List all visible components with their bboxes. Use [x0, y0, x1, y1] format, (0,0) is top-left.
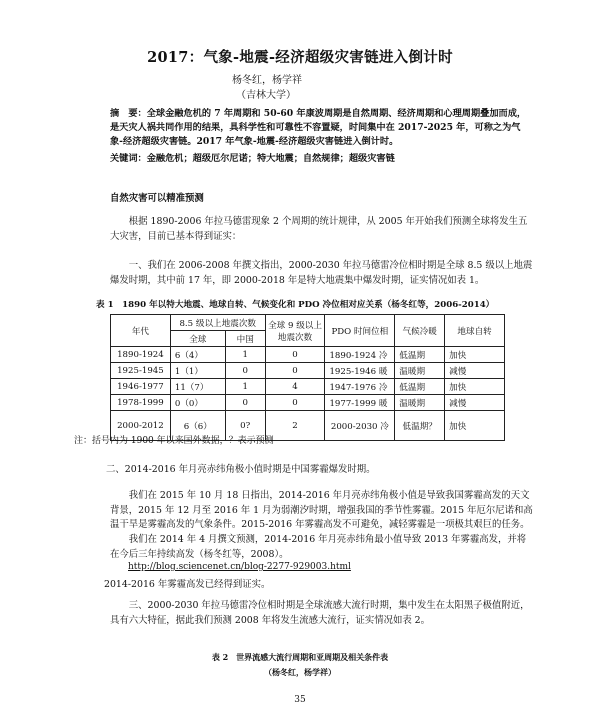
cell-global: 6（4）	[170, 347, 225, 363]
cell-climate: 低温期	[395, 347, 445, 363]
cell-pdo: 1977-1999 暖	[325, 395, 395, 411]
cell-rotation: 加快	[445, 411, 505, 441]
cell-rotation: 加快	[445, 347, 505, 363]
cell-quake9: 4	[265, 379, 325, 395]
header-rotation: 地球自转	[445, 315, 505, 347]
cell-rotation: 减慢	[445, 395, 505, 411]
abstract: 摘 要：全球金融危机的 7 年周期和 50-60 年康波周期是自然周期、经济周期和心理周期叠加而成，是天灾人祸共同作用的结果，具科学性和可靠性不容置疑，时间集中在 2017-2025 年，可称之为气象-经济超级灾害链。2017 年气象-地震-经济超级灾害链进入倒计时。	[110, 108, 527, 147]
cell-quake9: 2	[265, 411, 325, 441]
cell-rotation: 减慢	[445, 363, 505, 379]
cell-quake9: 0	[265, 395, 325, 411]
paragraph-earthquake: 一、我们在 2006-2008 年撰文指出，2000-2030 年拉马德雷冷位相时期是全球 8.5 级以上地震爆发时期，其中前 17 年，即 2000-2018 年是特大地震集中爆发时期，证实情况如表 1。	[110, 260, 533, 286]
cell-global: 6（6）	[170, 411, 225, 441]
cell-global: 0（0）	[170, 395, 225, 411]
table-row	[111, 347, 505, 363]
section-heading-1: 自然灾害可以精准预测	[110, 193, 204, 204]
cell-china: 1	[225, 347, 265, 363]
table2-caption: 表 2 世界流感大流行周期和亚周期及相关条件表	[211, 652, 389, 662]
section-haze-heading: 二、2014-2016 年月亮赤纬角极小值时期是中国雾霾爆发时期。	[106, 464, 376, 475]
cell-china: 1	[225, 379, 265, 395]
reference-link[interactable]: http://blog.sciencenet.cn/blog-2277-929003.html	[128, 562, 351, 572]
cell-pdo: 2000-2030 冷	[325, 411, 395, 441]
cell-climate: 低温期	[395, 379, 445, 395]
header-climate: 气候冷暖	[395, 315, 445, 347]
keywords: 关键词：金融危机；超级厄尔尼诺；特大地震；自然规律；超级灾害链	[110, 153, 395, 164]
header-era: 年代	[111, 315, 171, 347]
cell-climate: 温暖期	[395, 363, 445, 379]
cell-era: 1890-1924	[111, 347, 171, 363]
authors: 杨冬红，杨学祥	[232, 75, 302, 86]
header-global: 全球	[170, 331, 225, 347]
table1-caption: 表 1 1890 年以特大地震、地球自转、气候变化和 PDO 冷位相对应关系（杨冬红等，2006-2014）	[96, 300, 495, 310]
cell-global: 11（7）	[170, 379, 225, 395]
header-pdo: PDO 时间位相	[325, 315, 395, 347]
paragraph-intro: 根据 1890-2006 年拉马德雷现象 2 个周期的统计规律，从 2005 年开始我们预测全球将发生五大灾害，目前已基本得到证实：	[110, 216, 528, 242]
cell-era: 1946-1977	[111, 379, 171, 395]
cell-era: 1925-1945	[111, 363, 171, 379]
cell-china: 0?	[225, 411, 265, 441]
paragraph-haze-1: 我们在 2015 年 10 月 18 日指出，2014-2016 年月亮赤纬角极小值是导致我国雾霾高发的天文背景，2015 年 12 月至 2016 年 1 月为弱潮汐时期，增强我国的季节性雾霾。2015 年厄尔尼诺和高温干旱是雾霾高发的气象条件。2015-2016 年雾霾高发不可避免，减轻雾霾是一项极其艰巨的任务。	[110, 490, 533, 530]
cell-china: 0	[225, 363, 265, 379]
table-note: 注：括号内为 1900 年以来国外数据，？表示预测	[74, 436, 274, 446]
cell-pdo: 1890-1924 冷	[325, 347, 395, 363]
paragraph-flu: 三、2000-2030 年拉马德雷冷位相时期是全球流感大流行时期，集中发生在太阳黑子极值附近，具有六大特征，据此我们预测 2008 年将发生流感大流行，证实情况如表 2。	[110, 600, 530, 626]
cell-pdo: 1947-1976 冷	[325, 379, 395, 395]
cell-global: 1（1）	[170, 363, 225, 379]
table-header-row	[111, 315, 505, 331]
table2-authors: （杨冬红，杨学祥）	[264, 667, 336, 677]
table-row	[111, 379, 505, 395]
cell-climate: 低温期？	[395, 411, 445, 441]
cell-climate: 温暖期	[395, 395, 445, 411]
cell-quake9: 0	[265, 347, 325, 363]
cell-era: 1978-1999	[111, 395, 171, 411]
cell-era: 2000-2012	[111, 411, 171, 441]
header-china: 中国	[225, 331, 265, 347]
table-row	[111, 395, 505, 411]
cell-pdo: 1925-1946 暖	[325, 363, 395, 379]
cell-rotation: 加快	[445, 379, 505, 395]
paper-title: 2017：气象-地震-经济超级灾害链进入倒计时	[147, 49, 453, 66]
cell-quake9: 0	[265, 363, 325, 379]
header-quake9: 全球 9 级以上地震次数	[265, 315, 325, 347]
paragraph-haze-2: 我们在 2014 年 4 月撰文预测，2014-2016 年月亮赤纬角最小值导致 2013 年雾霾高发，并将在今后三年持续高发（杨冬红等，2008）。	[110, 534, 527, 560]
table1	[110, 314, 505, 441]
table-row	[111, 363, 505, 379]
cell-china: 0	[225, 395, 265, 411]
header-quake85: 8.5 级以上地震次数	[170, 315, 265, 331]
page-number: 35	[294, 695, 306, 705]
affiliation: （吉林大学）	[236, 90, 296, 101]
paragraph-haze-confirmed: 2014-2016 年雾霾高发已经得到证实。	[104, 579, 271, 590]
